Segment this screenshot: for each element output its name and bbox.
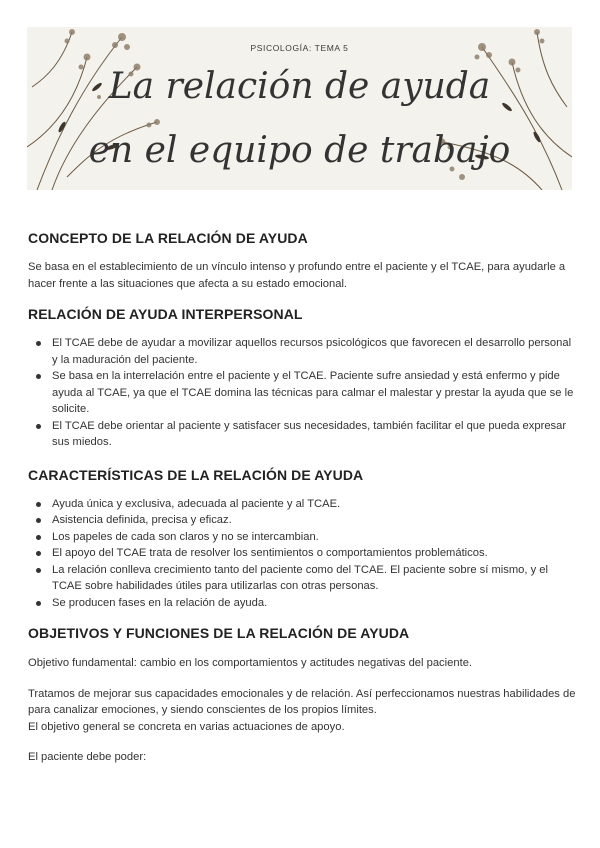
objetivos-paragraph-1: Objetivo fundamental: cambio en los comportamientos y actitudes negativas del paciente. (28, 657, 473, 669)
list-item: El apoyo del TCAE trata de resolver los sentimientos o comportamientos problemáticos. (28, 545, 578, 562)
section-heading-interpersonal: RELACIÓN DE AYUDA INTERPERSONAL (28, 306, 303, 322)
interpersonal-list (28, 335, 578, 451)
objetivos-paragraph-3: El paciente debe poder: (28, 751, 147, 763)
list-item: El TCAE debe orientar al paciente y satisfacer sus necesidades, también facilitar el que pueda expresar sus miedos. (28, 418, 578, 451)
section-heading-caracteristicas: CARACTERÍSTICAS DE LA RELACIÓN DE AYUDA (28, 466, 364, 483)
page-title-line-1: La relación de ayuda (108, 66, 491, 107)
objetivos-paragraph-2: Tratamos de mejorar sus capacidades emocionales y de relación. Así perfeccionamos nuestras habilidades de para canalizar emociones, y siendo conscientes de los propios límites. (28, 687, 576, 716)
objetivos-paragraph-2b: El objetivo general se concreta en varias actuaciones de apoyo. (28, 720, 345, 733)
section-heading-concepto: CONCEPTO DE LA RELACIÓN DE AYUDA (28, 230, 308, 246)
page-title-line-2: en el equipo de trabajo (88, 130, 511, 171)
header-banner (27, 27, 572, 190)
list-item: Se producen fases en la relación de ayuda. (28, 595, 578, 612)
list-item: El TCAE debe de ayudar a movilizar aquellos recursos psicológicos que favorecen el desarrollo personal y la maduración del paciente. (28, 335, 578, 368)
list-item: Ayuda única y exclusiva, adecuada al paciente y al TCAE. (28, 496, 578, 513)
list-item: La relación conlleva crecimiento tanto del paciente como del TCAE. El paciente sobre sí mismo, y el TCAE sobre habilidades útiles para utilizarlas con otras personas. (28, 562, 578, 595)
list-item: Los papeles de cada son claros y no se intercambian. (28, 529, 578, 546)
list-item: Asistencia definida, precisa y eficaz. (28, 512, 578, 529)
concepto-paragraph: Se basa en el establecimiento de un vínculo intenso y profundo entre el paciente y el TCAE, para ayudarle a hacer frente a las situaciones que afecta a su estado emocional. (28, 261, 566, 290)
section-heading-objetivos: OBJETIVOS Y FUNCIONES DE LA RELACIÓN DE AYUDA (28, 625, 410, 641)
caracteristicas-list (28, 496, 578, 612)
list-item: Se basa en la interrelación entre el paciente y el TCAE. Paciente sufre ansiedad y está enfermo y pide ayuda al TCAE, ya que el TCAE domina las técnicas para calmar el malestar y prestar la ayuda que se le solicite. (28, 368, 578, 418)
document-body (28, 230, 578, 766)
subject-kicker: PSICOLOGÍA: TEMA 5 (250, 43, 349, 53)
